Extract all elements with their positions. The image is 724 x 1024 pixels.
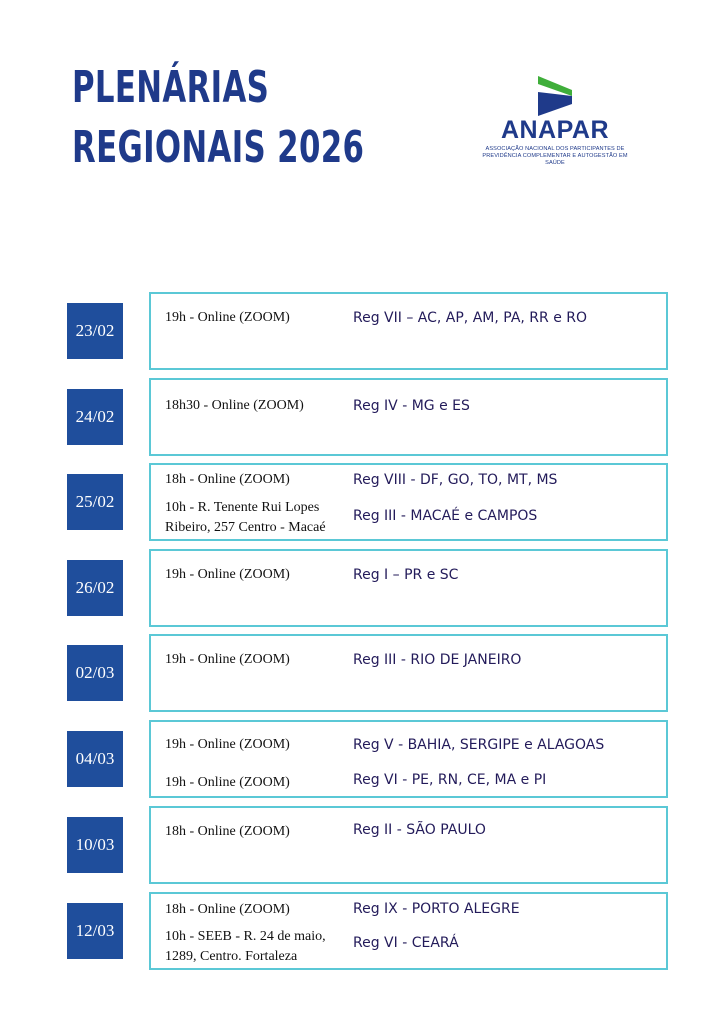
page-title <box>72 58 364 178</box>
event-time: 19h - Online (ZOOM) <box>165 737 290 752</box>
event-time: 18h - Online (ZOOM) <box>165 824 290 839</box>
schedule-card <box>149 806 668 884</box>
event-region: Reg VIII - DF, GO, TO, MT, MS <box>353 472 558 488</box>
date-badge: 26/02 <box>67 560 123 616</box>
schedule-row <box>0 549 724 627</box>
title-line-2: REGIONAIS 2026 <box>72 122 365 173</box>
schedule-row <box>0 463 724 541</box>
event-region: Reg III - RIO DE JANEIRO <box>353 652 522 668</box>
date-badge: 12/03 <box>67 903 123 959</box>
schedule-card <box>149 463 668 541</box>
date-badge: 02/03 <box>67 645 123 701</box>
arrow-logo-icon <box>536 76 574 116</box>
event-time: 19h - Online (ZOOM) <box>165 567 290 582</box>
event-region: Reg IV - MG e ES <box>353 398 470 414</box>
event-region: Reg IX - PORTO ALEGRE <box>353 901 520 917</box>
event-time: 19h - Online (ZOOM) <box>165 652 290 667</box>
schedule-row <box>0 892 724 970</box>
schedule-row <box>0 806 724 884</box>
event-region: Reg VII – AC, AP, AM, PA, RR e RO <box>353 310 588 326</box>
schedule-card <box>149 634 668 712</box>
event-time: 19h - Online (ZOOM) <box>165 310 290 325</box>
schedule-row <box>0 720 724 798</box>
logo-subtitle-2: PREVIDÊNCIA COMPLEMENTAR E AUTOGESTÃO EM SAÚDE <box>482 153 628 166</box>
event-region: Reg VI - PE, RN, CE, MA e PI <box>353 772 547 788</box>
schedule-card <box>149 378 668 456</box>
schedule-row <box>0 378 724 456</box>
event-region: Reg VI - CEARÁ <box>353 935 459 951</box>
schedule-row <box>0 292 724 370</box>
event-time: 18h - Online (ZOOM) <box>165 472 290 487</box>
date-badge: 25/02 <box>67 474 123 530</box>
logo-name: ANAPAR <box>500 116 610 144</box>
logo-subtitle-1: ASSOCIAÇÃO NACIONAL DOS PARTICIPANTES DE <box>485 146 625 152</box>
date-badge: 04/03 <box>67 731 123 787</box>
event-region: Reg II - SÃO PAULO <box>353 822 486 838</box>
event-region: Reg V - BAHIA, SERGIPE e ALAGOAS <box>353 737 605 753</box>
date-badge: 10/03 <box>67 817 123 873</box>
schedule-card <box>149 892 668 970</box>
event-time: 10h - SEEB - R. 24 de maio, 1289, Centro. Fortaleza <box>165 929 326 964</box>
anapar-logo <box>480 76 630 166</box>
event-time: 10h - R. Tenente Rui Lopes Ribeiro, 257 Centro - Macaé <box>165 500 326 535</box>
event-time: 19h - Online (ZOOM) <box>165 775 290 790</box>
schedule-row <box>0 634 724 712</box>
schedule-card <box>149 292 668 370</box>
schedule-card <box>149 549 668 627</box>
event-time: 18h30 - Online (ZOOM) <box>165 398 304 413</box>
event-time: 18h - Online (ZOOM) <box>165 902 290 917</box>
title-line-1: PLENÁRIAS <box>72 62 270 113</box>
date-badge: 23/02 <box>67 303 123 359</box>
event-region: Reg III - MACAÉ e CAMPOS <box>353 508 538 524</box>
event-region: Reg I – PR e SC <box>353 567 459 583</box>
schedule-card <box>149 720 668 798</box>
date-badge: 24/02 <box>67 389 123 445</box>
